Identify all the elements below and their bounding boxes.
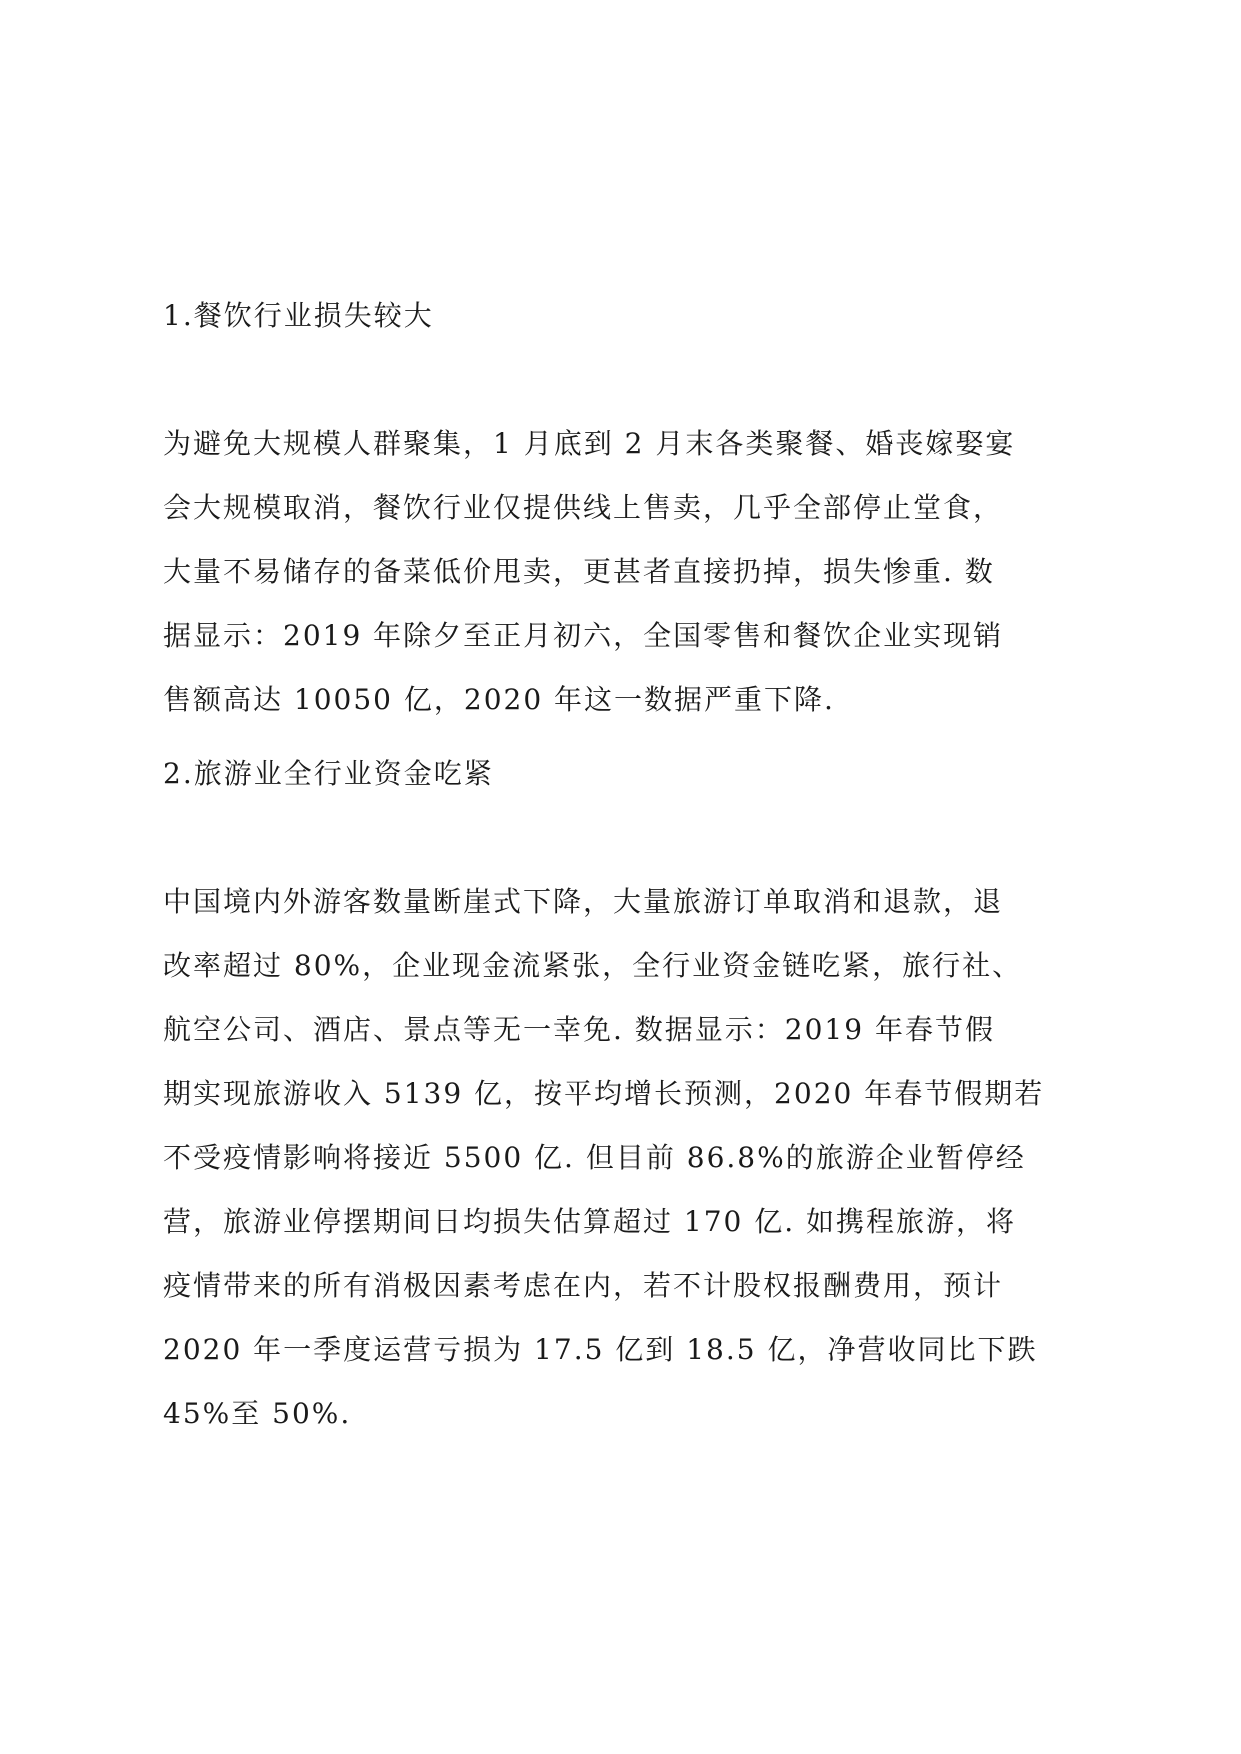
paragraph-line: 为避免大规模人群聚集，1 月底到 2 月末各类聚餐、婚丧嫁娶宴 [163, 427, 1016, 460]
paragraph-line: 不受疫情影响将接近 5500 亿. 但目前 86.8%的旅游企业暂停经 [163, 1141, 1026, 1174]
paragraph-line: 大量不易储存的备菜低价甩卖，更甚者直接扔掉，损失惨重. 数 [163, 555, 995, 588]
paragraph-line: 营，旅游业停摆期间日均损失估算超过 170 亿. 如携程旅游，将 [163, 1205, 1017, 1238]
paragraph-tourism [163, 870, 1083, 1446]
paragraph-line: 改率超过 80%，企业现金流紧张，全行业资金链吃紧，旅行社、 [163, 949, 1023, 982]
paragraph-line: 会大规模取消，餐饮行业仅提供线上售卖，几乎全部停止堂食， [163, 491, 1004, 524]
section-heading-tourism: 2.旅游业全行业资金吃紧 [163, 757, 494, 790]
paragraph-line: 期实现旅游收入 5139 亿，按平均增长预测，2020 年春节假期若 [163, 1077, 1045, 1110]
paragraph-line: 售额高达 10050 亿，2020 年这一数据严重下降. [163, 683, 835, 716]
paragraph-catering [163, 412, 1083, 732]
paragraph-line: 中国境内外游客数量断崖式下降，大量旅游订单取消和退款，退 [163, 885, 1004, 918]
section-heading-catering: 1.餐饮行业损失较大 [163, 299, 434, 332]
paragraph-line: 45%至 50%. [163, 1397, 352, 1430]
paragraph-line: 航空公司、酒店、景点等无一幸免. 数据显示：2019 年春节假 [163, 1013, 995, 1046]
paragraph-line: 2020 年一季度运营亏损为 17.5 亿到 18.5 亿，净营收同比下跌 [163, 1333, 1038, 1366]
paragraph-line: 据显示：2019 年除夕至正月初六，全国零售和餐饮企业实现销 [163, 619, 1004, 652]
paragraph-line: 疫情带来的所有消极因素考虑在内，若不计股权报酬费用，预计 [163, 1269, 1004, 1302]
